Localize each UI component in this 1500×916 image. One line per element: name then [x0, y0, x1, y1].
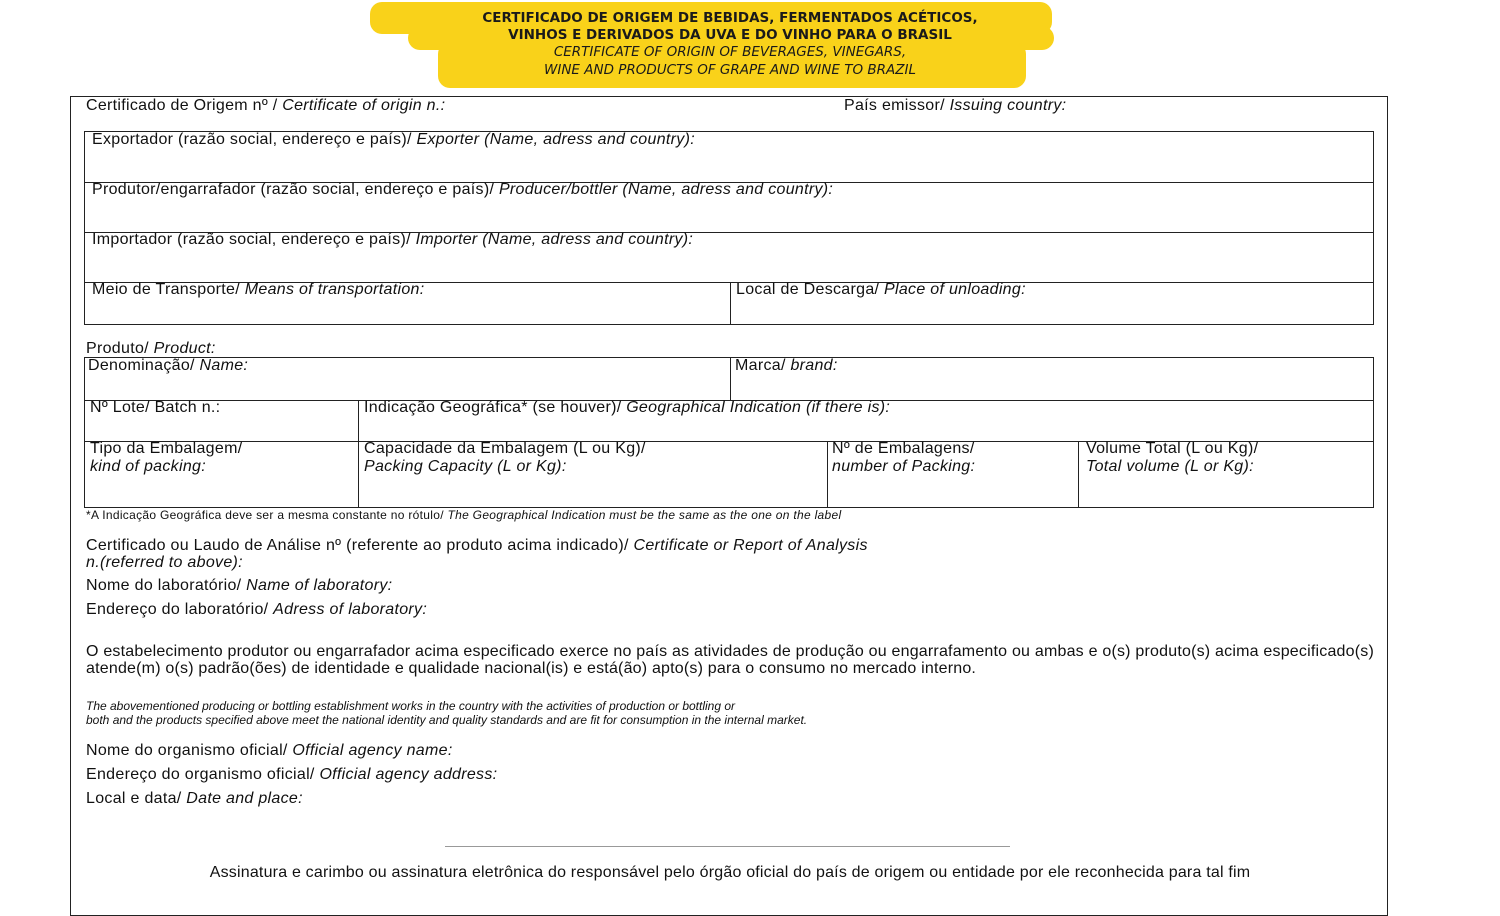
batch-label: Nº Lote/ Batch n.: — [90, 399, 221, 416]
total-volume-label-pt: Volume Total (L ou Kg)/ — [1086, 440, 1259, 457]
total-volume-label — [1086, 440, 1258, 476]
number-of-packing-label-pt: Nº de Embalagens/ — [832, 440, 975, 457]
product-name-label — [88, 357, 248, 375]
analysis-report-field[interactable] — [86, 537, 868, 571]
signature-caption: Assinatura e carimbo ou assinatura eletrônica do responsável pelo órgão oficial do país de origem ou entidade por ele reconhecida para tal fim — [209, 864, 1251, 881]
official-agency-address-label-pt: Endereço do organismo oficial/ — [86, 766, 320, 783]
gi-label-en: Geographical Indication (if there is): — [626, 399, 891, 416]
total-volume-label-en: Total volume (L or Kg): — [1086, 458, 1254, 475]
lab-address-label-pt: Endereço do laboratório/ — [86, 601, 274, 618]
lab-name-label-en: Name of laboratory: — [246, 577, 393, 594]
packing-type-label-pt: Tipo da Embalagem/ — [90, 440, 243, 457]
product-name-label-pt: Denominação/ — [88, 357, 200, 374]
importer-label — [92, 231, 693, 249]
transport-label — [92, 281, 425, 299]
lab-name-label-pt: Nome do laboratório/ — [86, 577, 247, 594]
geographical-indication-label — [364, 399, 890, 417]
gi-label-pt: Indicação Geográfica* (se houver)/ — [364, 399, 627, 416]
issuing-country-field[interactable] — [844, 97, 1066, 115]
certificate-number-label: Certificado de Origem nº / — [86, 97, 283, 114]
packing-capacity-label — [364, 440, 646, 476]
transport-label-en: Means of transportation: — [244, 281, 425, 298]
brand-label-pt: Marca/ — [735, 357, 791, 374]
unloading-label-en: Place of unloading: — [884, 281, 1026, 298]
issuing-country-label: País emissor/ — [844, 97, 950, 114]
packing-capacity-label-en: Packing Capacity (L or Kg): — [364, 458, 567, 475]
declaration-text-en — [86, 699, 1374, 727]
lab-name-field[interactable] — [86, 577, 392, 595]
importer-label-en: Importer (Name, adress and country): — [415, 231, 694, 248]
analysis-report-label-pt: Certificado ou Laudo de Análise nº (referente ao produto acima indicado)/ — [86, 537, 634, 554]
signature-line[interactable] — [445, 846, 1010, 847]
exporter-label — [92, 131, 695, 149]
certificate-number-field[interactable] — [86, 97, 445, 115]
analysis-report-label-en: Certificate or Report of Analysis — [633, 537, 868, 554]
lab-address-field[interactable] — [86, 601, 427, 619]
official-agency-address-field[interactable] — [86, 766, 497, 784]
exporter-label-en: Exporter (Name, adress and country): — [416, 131, 695, 148]
product-section-label — [86, 340, 216, 358]
header-title-pt-2: VINHOS E DERIVADOS DA UVA E DO VINHO PARA O BRASIL — [508, 27, 952, 43]
header-title-en-1: CERTIFICATE OF ORIGIN OF BEVERAGES, VINEGARS, — [553, 44, 907, 60]
product-label-en: Product: — [153, 340, 216, 357]
unloading-label-pt: Local de Descarga/ — [736, 281, 885, 298]
packing-type-label-en: kind of packing: — [90, 458, 206, 475]
producer-label-en: Producer/bottler (Name, adress and country): — [498, 181, 834, 198]
lab-address-label-en: Adress of laboratory: — [273, 601, 428, 618]
official-agency-name-field[interactable] — [86, 742, 453, 760]
number-of-packing-label — [832, 440, 975, 476]
certificate-number-label-en: Certificate of origin n.: — [282, 97, 446, 114]
product-label-pt: Produto/ — [86, 340, 154, 357]
geographical-indication-footnote — [86, 508, 841, 522]
exporter-label-pt: Exportador (razão social, endereço e país)/ — [92, 131, 417, 148]
date-place-label-pt: Local e data/ — [86, 790, 187, 807]
official-agency-address-label-en: Official agency address: — [319, 766, 498, 783]
declaration-text-pt: O estabelecimento produtor ou engarrafador acima especificado exerce no país as atividades de produção ou engarrafamento ou ambas e o(s) produto(s) acima especificado(s) atende(m) o(s) padrão(ões) de identidade e qualidade nacional(is) e está(ão) apto(s) para o consumo no mercado interno. — [86, 643, 1374, 677]
analysis-report-label-en-2: n.(referred to above): — [86, 554, 243, 571]
issuing-country-label-en: Issuing country: — [949, 97, 1067, 114]
official-agency-name-label-en: Official agency name: — [292, 742, 453, 759]
importer-label-pt: Importador (razão social, endereço e país)/ — [92, 231, 416, 248]
number-of-packing-label-en: number of Packing: — [832, 458, 976, 475]
footnote-pt: *A Indicação Geográfica deve ser a mesma constante no rótulo/ — [86, 508, 448, 522]
packing-type-label — [90, 440, 242, 476]
declaration-en-line-1: The abovementioned producing or bottling establishment works in the country with the activities of production or bottling or — [86, 699, 736, 713]
brand-label-en: brand: — [790, 357, 838, 374]
date-place-label-en: Date and place: — [186, 790, 303, 807]
unloading-label — [736, 281, 1026, 299]
packing-capacity-label-pt: Capacidade da Embalagem (L ou Kg)/ — [364, 440, 646, 457]
header-title-en-2: WINE AND PRODUCTS OF GRAPE AND WINE TO BRAZIL — [543, 62, 916, 78]
producer-label-pt: Produtor/engarrafador (razão social, endereço e país)/ — [92, 181, 499, 198]
declaration-en-line-2: both and the products specified above meet the national identity and quality standards and are fit for consumption in the internal market. — [86, 713, 808, 727]
date-place-field[interactable] — [86, 790, 303, 808]
footnote-en: The Geographical Indication must be the same as the one on the label — [447, 508, 842, 522]
header-title-pt-1: CERTIFICADO DE ORIGEM DE BEBIDAS, FERMENTADOS ACÉTICOS, — [482, 10, 978, 26]
product-name-label-en: Name: — [199, 357, 249, 374]
brand-label — [735, 357, 838, 375]
transport-label-pt: Meio de Transporte/ — [92, 281, 245, 298]
official-agency-name-label-pt: Nome do organismo oficial/ — [86, 742, 293, 759]
producer-label — [92, 181, 833, 199]
